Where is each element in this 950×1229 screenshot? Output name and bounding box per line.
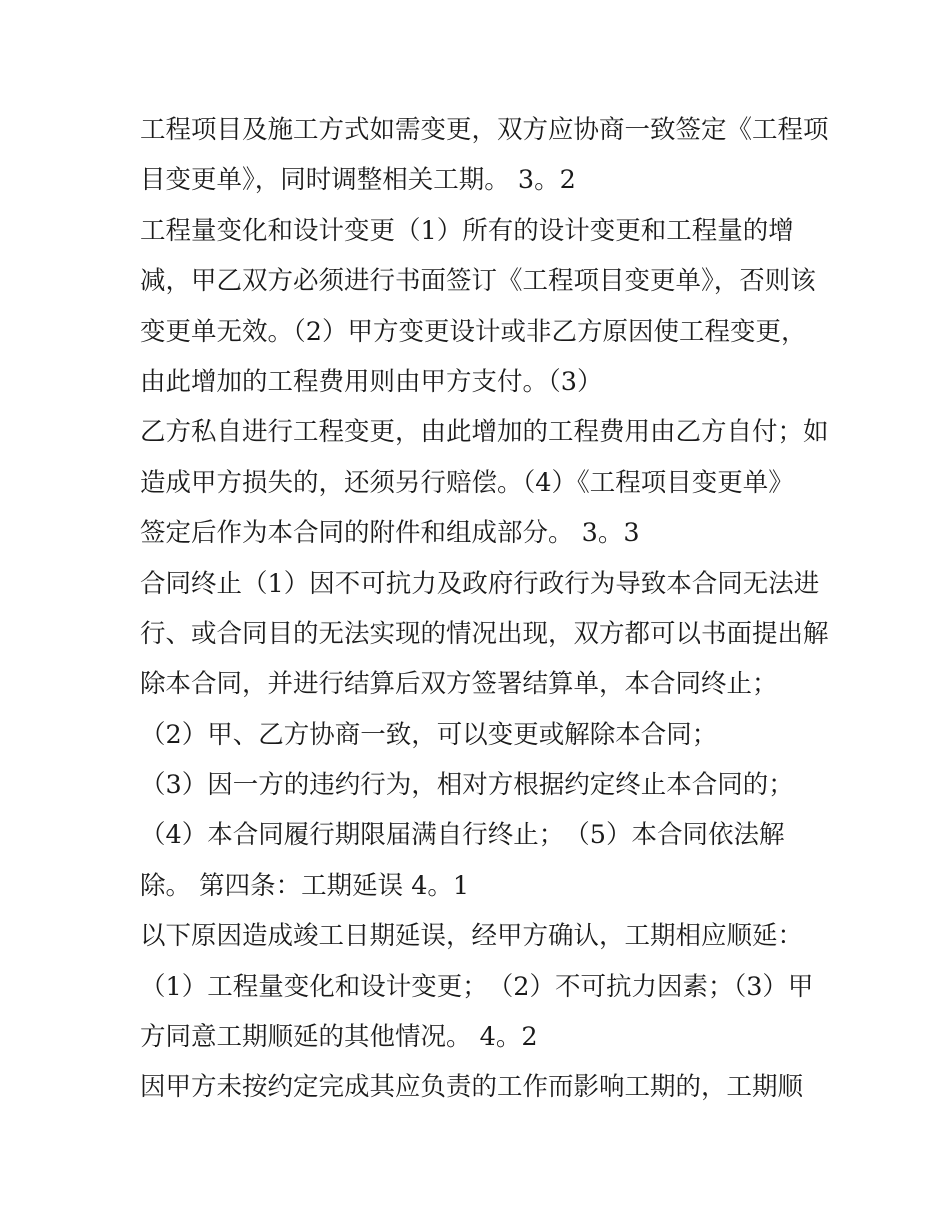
text-line: 工程量变化和设计变更（1）所有的设计变更和工程量的增 [140, 215, 794, 246]
text-line: 除本合同，并进行结算后双方签署结算单，本合同终止； [140, 669, 778, 700]
text-line: 以下原因造成竣工日期延误，经甲方确认，工期相应顺延： [140, 921, 804, 952]
text-line: 减，甲乙双方必须进行书面签订《工程项目变更单》，否则该 [140, 266, 816, 297]
text-line: 因甲方未按约定完成其应负责的工作而影响工期的，工期顺 [140, 1072, 804, 1103]
text-line: 由此增加的工程费用则由甲方支付。（3） [140, 366, 603, 397]
text-line: 乙方私自进行工程变更，由此增加的工程费用由乙方自付；如 [140, 417, 829, 448]
document-page [140, 105, 840, 1113]
text-line: 签定后作为本合同的附件和组成部分。 3。3 [140, 518, 640, 549]
text-line: 除。 第四条：工期延误 4。1 [140, 870, 470, 901]
text-line: 合同终止（1）因不可抗力及政府行政行为导致本合同无法进 [140, 568, 820, 599]
text-line: 行、或合同目的无法实现的情况出现，双方都可以书面提出解 [140, 618, 829, 649]
text-line: 方同意工期顺延的其他情况。 4。2 [140, 1022, 538, 1053]
text-line: 造成甲方损失的，还须另行赔偿。（4）《工程项目变更单》 [140, 467, 794, 498]
text-line: （2）甲、乙方协商一致，可以变更或解除本合同； [140, 719, 718, 750]
text-line: （1）工程量变化和设计变更； （2）不可抗力因素；（3）甲 [140, 971, 814, 1002]
text-line: 变更单无效。（2）甲方变更设计或非乙方原因使工程变更， [140, 316, 807, 347]
text-line: 目变更单》，同时调整相关工期。 3。2 [140, 165, 576, 196]
text-line: 工程项目及施工方式如需变更，双方应协商一致签定《工程项 [140, 115, 829, 145]
text-line: （3）因一方的违约行为，相对方根据约定终止本合同的； [140, 770, 794, 801]
text-line: （4）本合同履行期限届满自行终止； （5）本合同依法解 [140, 820, 785, 851]
